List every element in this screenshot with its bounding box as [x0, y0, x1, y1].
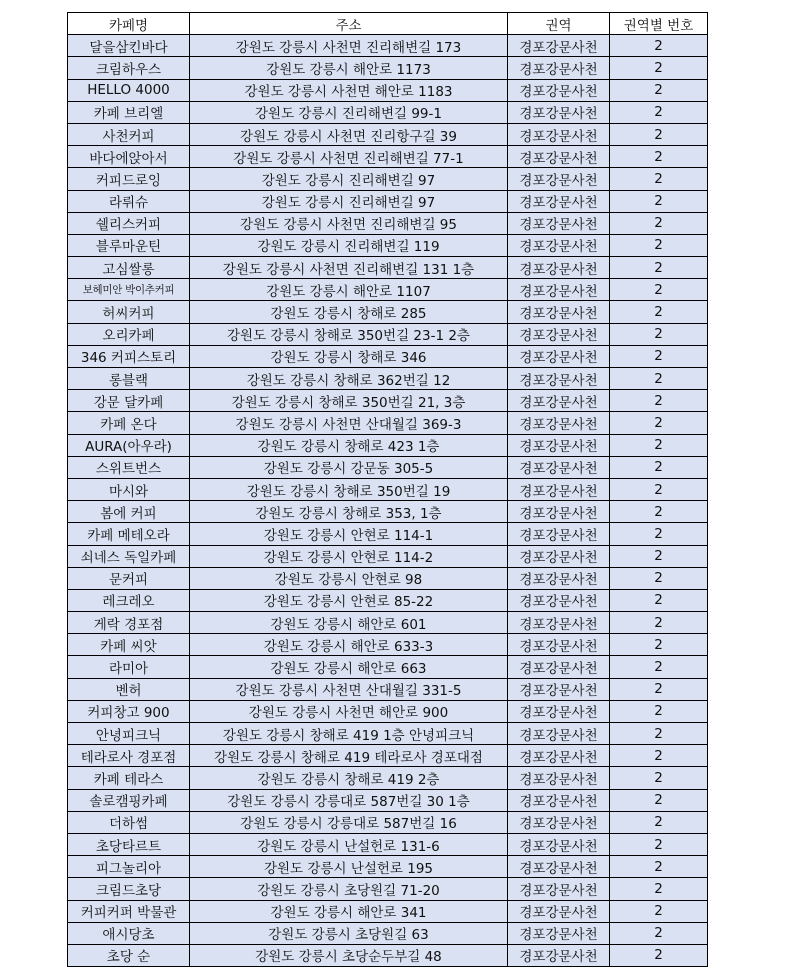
cafe-name-cell: 강문 달카페	[68, 390, 190, 412]
region-number-cell: 2	[610, 257, 708, 279]
cafe-name-cell: 라미아	[68, 656, 190, 678]
table-row	[68, 900, 708, 922]
cafe-name-cell: 카페 씨앗	[68, 634, 190, 656]
address-cell: 강원도 강릉시 창해로 350번길 23-1 2층	[190, 323, 508, 345]
cafe-name-cell: 허씨커피	[68, 301, 190, 323]
address-cell: 강원도 강릉시 강릉대로 587번길 30 1층	[190, 789, 508, 811]
region-cell: 경포강문사천	[508, 279, 610, 301]
address-cell: 강원도 강릉시 창해로 419 1층 안녕피크닉	[190, 723, 508, 745]
address-cell: 강원도 강릉시 사천면 진리해변길 131 1층	[190, 257, 508, 279]
cafe-name-cell: 오리카페	[68, 323, 190, 345]
address-cell: 강원도 강릉시 안현로 114-2	[190, 545, 508, 567]
address-cell: 강원도 강릉시 안현로 98	[190, 567, 508, 589]
region-cell: 경포강문사천	[508, 390, 610, 412]
table-row	[68, 856, 708, 878]
table-row	[68, 589, 708, 611]
region-cell: 경포강문사천	[508, 35, 610, 57]
address-cell: 강원도 강릉시 사천면 산대월길 331-5	[190, 678, 508, 700]
region-cell: 경포강문사천	[508, 745, 610, 767]
address-cell: 강원도 강릉시 해안로 1173	[190, 57, 508, 79]
header-region-number: 권역별 번호	[610, 13, 708, 35]
cafe-name-cell: 피그놀리아	[68, 856, 190, 878]
cafe-name-cell: 카페 브리엘	[68, 101, 190, 123]
region-cell: 경포강문사천	[508, 190, 610, 212]
address-cell: 강원도 강릉시 사천면 산대월길 369-3	[190, 412, 508, 434]
region-number-cell: 2	[610, 212, 708, 234]
region-cell: 경포강문사천	[508, 57, 610, 79]
region-number-cell: 2	[610, 501, 708, 523]
table-row	[68, 612, 708, 634]
cafe-name-cell: 안녕피크닉	[68, 723, 190, 745]
address-cell: 강원도 강릉시 해안로 341	[190, 900, 508, 922]
address-cell: 강원도 강릉시 사천면 해안로 1183	[190, 79, 508, 101]
address-cell: 강원도 강릉시 창해로 419 테라로사 경포대점	[190, 745, 508, 767]
address-cell: 강원도 강릉시 초당순두부길 48	[190, 944, 508, 966]
cafe-name-cell: 초당타르트	[68, 833, 190, 855]
table-row	[68, 745, 708, 767]
table-row	[68, 567, 708, 589]
region-number-cell: 2	[610, 478, 708, 500]
region-cell: 경포강문사천	[508, 878, 610, 900]
address-cell: 강원도 강릉시 초당원길 63	[190, 922, 508, 944]
region-number-cell: 2	[610, 589, 708, 611]
table-row	[68, 501, 708, 523]
region-cell: 경포강문사천	[508, 301, 610, 323]
cafe-name-cell: 크림하우스	[68, 57, 190, 79]
table-row	[68, 79, 708, 101]
table-row	[68, 345, 708, 367]
region-cell: 경포강문사천	[508, 212, 610, 234]
table-row	[68, 634, 708, 656]
cafe-name-cell: 쇠네스 독일카페	[68, 545, 190, 567]
region-cell: 경포강문사천	[508, 234, 610, 256]
address-cell: 강원도 강릉시 해안로 633-3	[190, 634, 508, 656]
cafe-name-cell: 카페 메테오라	[68, 523, 190, 545]
cafe-name-cell: 고심쌀롱	[68, 257, 190, 279]
region-number-cell: 2	[610, 35, 708, 57]
address-cell: 강원도 강릉시 창해로 419 2층	[190, 767, 508, 789]
table-row	[68, 35, 708, 57]
region-cell: 경포강문사천	[508, 944, 610, 966]
cafe-name-cell: HELLO 4000	[68, 79, 190, 101]
table-row	[68, 168, 708, 190]
region-number-cell: 2	[610, 567, 708, 589]
region-cell: 경포강문사천	[508, 789, 610, 811]
region-number-cell: 2	[610, 323, 708, 345]
table-row	[68, 789, 708, 811]
region-cell: 경포강문사천	[508, 101, 610, 123]
region-number-cell: 2	[610, 123, 708, 145]
region-cell: 경포강문사천	[508, 922, 610, 944]
table-row	[68, 833, 708, 855]
region-cell: 경포강문사천	[508, 856, 610, 878]
address-cell: 강원도 강릉시 진리해변길 119	[190, 234, 508, 256]
region-number-cell: 2	[610, 434, 708, 456]
table-row	[68, 434, 708, 456]
table-row	[68, 523, 708, 545]
region-cell: 경포강문사천	[508, 257, 610, 279]
address-cell: 강원도 강릉시 해안로 601	[190, 612, 508, 634]
cafe-name-cell: 문커피	[68, 567, 190, 589]
cafe-name-cell: 쉘리스커피	[68, 212, 190, 234]
region-cell: 경포강문사천	[508, 567, 610, 589]
address-cell: 강원도 강릉시 사천면 해안로 900	[190, 700, 508, 722]
table-row	[68, 190, 708, 212]
cafe-name-cell: 사천커피	[68, 123, 190, 145]
cafe-name-cell: 달을삼킨바다	[68, 35, 190, 57]
region-number-cell: 2	[610, 833, 708, 855]
region-cell: 경포강문사천	[508, 833, 610, 855]
region-number-cell: 2	[610, 168, 708, 190]
region-cell: 경포강문사천	[508, 501, 610, 523]
region-cell: 경포강문사천	[508, 589, 610, 611]
region-cell: 경포강문사천	[508, 523, 610, 545]
address-cell: 강원도 강릉시 해안로 1107	[190, 279, 508, 301]
region-number-cell: 2	[610, 922, 708, 944]
region-number-cell: 2	[610, 878, 708, 900]
region-number-cell: 2	[610, 634, 708, 656]
region-cell: 경포강문사천	[508, 678, 610, 700]
table-row	[68, 723, 708, 745]
cafe-name-cell: 커피창고 900	[68, 700, 190, 722]
region-cell: 경포강문사천	[508, 612, 610, 634]
region-cell: 경포강문사천	[508, 811, 610, 833]
region-number-cell: 2	[610, 856, 708, 878]
table-row	[68, 101, 708, 123]
region-number-cell: 2	[610, 612, 708, 634]
table-row	[68, 678, 708, 700]
cafe-name-cell: 봄에 커피	[68, 501, 190, 523]
cafe-name-cell: 솔로캠핑카페	[68, 789, 190, 811]
region-cell: 경포강문사천	[508, 79, 610, 101]
address-cell: 강원도 강릉시 창해로 353, 1층	[190, 501, 508, 523]
cafe-name-cell: AURA(아우라)	[68, 434, 190, 456]
header-row	[68, 13, 708, 35]
table-row	[68, 146, 708, 168]
region-cell: 경포강문사천	[508, 412, 610, 434]
table-row	[68, 700, 708, 722]
region-number-cell: 2	[610, 545, 708, 567]
table-row	[68, 257, 708, 279]
cafe-name-cell: 테라로사 경포점	[68, 745, 190, 767]
table-row	[68, 456, 708, 478]
region-cell: 경포강문사천	[508, 146, 610, 168]
region-cell: 경포강문사천	[508, 434, 610, 456]
region-cell: 경포강문사천	[508, 323, 610, 345]
region-number-cell: 2	[610, 279, 708, 301]
cafe-name-cell: 벤허	[68, 678, 190, 700]
region-cell: 경포강문사천	[508, 723, 610, 745]
header-region: 권역	[508, 13, 610, 35]
address-cell: 강원도 강릉시 사천면 진리항구길 39	[190, 123, 508, 145]
region-number-cell: 2	[610, 146, 708, 168]
table-row	[68, 478, 708, 500]
region-cell: 경포강문사천	[508, 656, 610, 678]
region-number-cell: 2	[610, 656, 708, 678]
cafe-name-cell: 커피드로잉	[68, 168, 190, 190]
cafe-name-cell: 롱블랙	[68, 368, 190, 390]
table-row	[68, 944, 708, 966]
address-cell: 강원도 강릉시 창해로 362번길 12	[190, 368, 508, 390]
region-cell: 경포강문사천	[508, 634, 610, 656]
cafe-name-cell: 애시당초	[68, 922, 190, 944]
region-cell: 경포강문사천	[508, 368, 610, 390]
region-cell: 경포강문사천	[508, 456, 610, 478]
region-cell: 경포강문사천	[508, 767, 610, 789]
region-number-cell: 2	[610, 523, 708, 545]
cafe-name-cell: 라뤼슈	[68, 190, 190, 212]
table-body	[68, 35, 708, 967]
cafe-table	[67, 12, 708, 967]
cafe-name-cell: 마시와	[68, 478, 190, 500]
address-cell: 강원도 강릉시 안현로 114-1	[190, 523, 508, 545]
region-cell: 경포강문사천	[508, 900, 610, 922]
cafe-name-cell: 스위트번스	[68, 456, 190, 478]
region-number-cell: 2	[610, 234, 708, 256]
cafe-name-cell: 블루마운틴	[68, 234, 190, 256]
region-number-cell: 2	[610, 700, 708, 722]
address-cell: 강원도 강릉시 해안로 663	[190, 656, 508, 678]
address-cell: 강원도 강릉시 초당원길 71-20	[190, 878, 508, 900]
cafe-name-cell: 346 커피스토리	[68, 345, 190, 367]
address-cell: 강원도 강릉시 진리해변길 97	[190, 168, 508, 190]
region-cell: 경포강문사천	[508, 478, 610, 500]
table-row	[68, 811, 708, 833]
region-number-cell: 2	[610, 767, 708, 789]
table-row	[68, 656, 708, 678]
table-row	[68, 57, 708, 79]
address-cell: 강원도 강릉시 난설헌로 131-6	[190, 833, 508, 855]
region-cell: 경포강문사천	[508, 123, 610, 145]
table-row	[68, 123, 708, 145]
address-cell: 강원도 강릉시 창해로 350번길 21, 3층	[190, 390, 508, 412]
table-row	[68, 234, 708, 256]
region-number-cell: 2	[610, 678, 708, 700]
region-cell: 경포강문사천	[508, 700, 610, 722]
table-row	[68, 368, 708, 390]
cafe-name-cell: 더하썸	[68, 811, 190, 833]
table-row	[68, 878, 708, 900]
address-cell: 강원도 강릉시 창해로 423 1층	[190, 434, 508, 456]
table-row	[68, 212, 708, 234]
cafe-name-cell: 보헤미안 박이추커피	[68, 279, 190, 301]
region-number-cell: 2	[610, 900, 708, 922]
region-number-cell: 2	[610, 301, 708, 323]
region-number-cell: 2	[610, 789, 708, 811]
cafe-name-cell: 바다에앉아서	[68, 146, 190, 168]
region-number-cell: 2	[610, 345, 708, 367]
table-row	[68, 279, 708, 301]
region-number-cell: 2	[610, 368, 708, 390]
header-address: 주소	[190, 13, 508, 35]
cafe-name-cell: 커피커퍼 박물관	[68, 900, 190, 922]
table-row	[68, 390, 708, 412]
address-cell: 강원도 강릉시 진리해변길 97	[190, 190, 508, 212]
cafe-name-cell: 카페 테라스	[68, 767, 190, 789]
cafe-name-cell: 크림드초당	[68, 878, 190, 900]
address-cell: 강원도 강릉시 창해로 350번길 19	[190, 478, 508, 500]
address-cell: 강원도 강릉시 강문동 305-5	[190, 456, 508, 478]
region-number-cell: 2	[610, 79, 708, 101]
address-cell: 강원도 강릉시 사천면 진리해변길 77-1	[190, 146, 508, 168]
region-number-cell: 2	[610, 101, 708, 123]
cafe-name-cell: 게락 경포점	[68, 612, 190, 634]
table-row	[68, 545, 708, 567]
address-cell: 강원도 강릉시 난설헌로 195	[190, 856, 508, 878]
table-row	[68, 767, 708, 789]
cafe-name-cell: 초당 순	[68, 944, 190, 966]
region-cell: 경포강문사천	[508, 345, 610, 367]
region-cell: 경포강문사천	[508, 545, 610, 567]
address-cell: 강원도 강릉시 창해로 346	[190, 345, 508, 367]
region-number-cell: 2	[610, 944, 708, 966]
region-number-cell: 2	[610, 811, 708, 833]
address-cell: 강원도 강릉시 강릉대로 587번길 16	[190, 811, 508, 833]
region-number-cell: 2	[610, 390, 708, 412]
region-number-cell: 2	[610, 745, 708, 767]
region-number-cell: 2	[610, 456, 708, 478]
address-cell: 강원도 강릉시 창해로 285	[190, 301, 508, 323]
cafe-name-cell: 레크레오	[68, 589, 190, 611]
region-number-cell: 2	[610, 723, 708, 745]
address-cell: 강원도 강릉시 사천면 진리해변길 95	[190, 212, 508, 234]
region-cell: 경포강문사천	[508, 168, 610, 190]
cafe-name-cell: 카페 온다	[68, 412, 190, 434]
region-number-cell: 2	[610, 57, 708, 79]
table-row	[68, 301, 708, 323]
address-cell: 강원도 강릉시 안현로 85-22	[190, 589, 508, 611]
header-cafe-name: 카페명	[68, 13, 190, 35]
address-cell: 강원도 강릉시 진리해변길 99-1	[190, 101, 508, 123]
address-cell: 강원도 강릉시 사천면 진리해변길 173	[190, 35, 508, 57]
table-row	[68, 323, 708, 345]
table-row	[68, 922, 708, 944]
region-number-cell: 2	[610, 412, 708, 434]
table-row	[68, 412, 708, 434]
region-number-cell: 2	[610, 190, 708, 212]
